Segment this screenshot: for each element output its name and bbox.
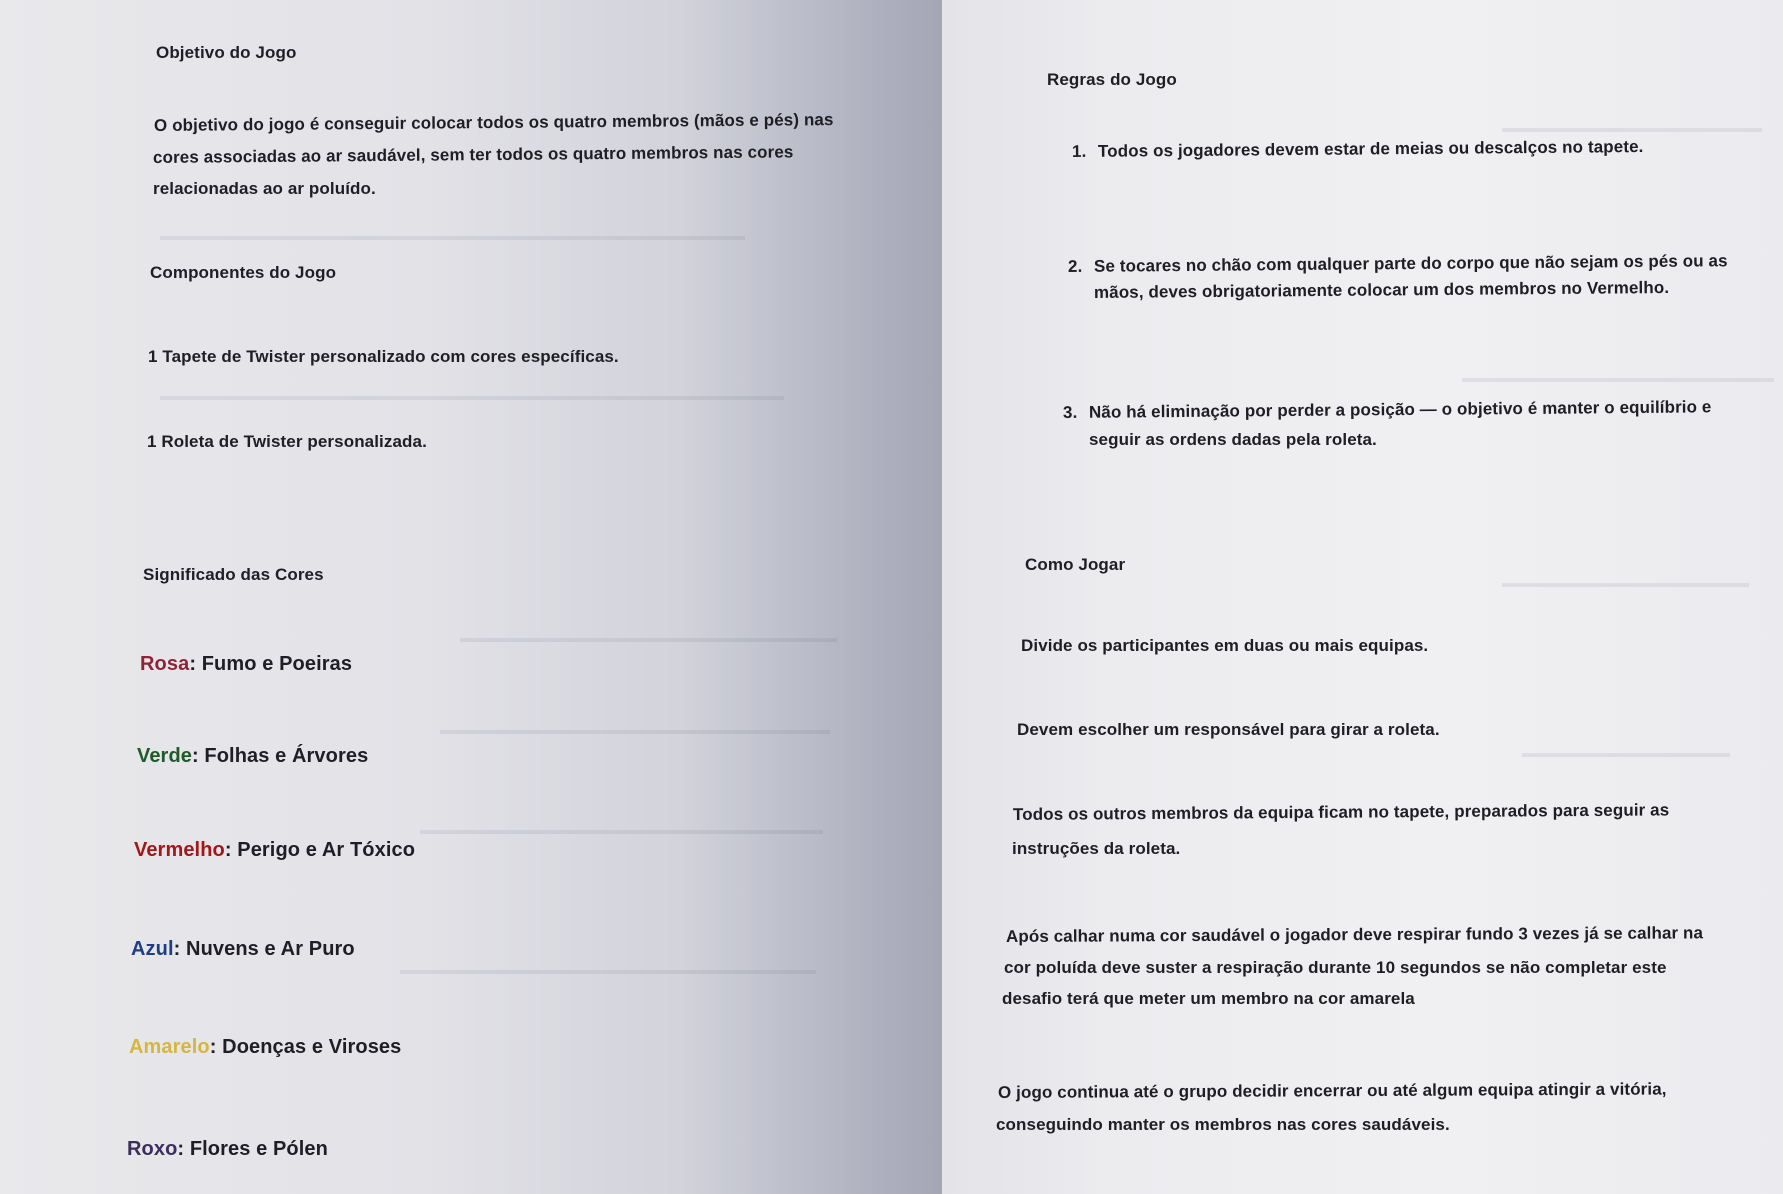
step-4-line-3: desafio terá que meter um membro na cor amarela [1002, 989, 1415, 1008]
color-name-azul: Azul [131, 938, 174, 960]
step-5-line-2: conseguindo manter os membros nas cores saudáveis. [996, 1115, 1450, 1134]
color-name-roxo: Roxo [127, 1138, 178, 1160]
step-1-line-1: Divide os participantes em duas ou mais equipas. [1021, 636, 1429, 655]
color-item-verde [137, 745, 368, 768]
componentes-heading: Componentes do Jogo [150, 263, 337, 282]
rule-1 [1072, 137, 1644, 162]
color-meaning-rosa: : Fumo e Poeiras [189, 653, 353, 675]
color-meaning-azul: : Nuvens e Ar Puro [173, 938, 355, 960]
rule-number-1: 1. [1071, 141, 1087, 161]
right-page [942, 0, 1783, 1194]
color-item-azul [131, 938, 355, 961]
show-through-text: ▬▬▬▬▬▬▬▬▬▬▬▬▬▬▬▬▬▬▬▬▬▬▬▬▬▬▬▬▬▬▬ [420, 822, 823, 837]
regras-heading: Regras do Jogo [1047, 70, 1177, 89]
color-name-verde: Verde [137, 745, 192, 767]
step-2-line-1: Devem escolher um responsável para girar a roleta. [1017, 720, 1440, 739]
show-through-text: ▬▬▬▬▬▬▬▬▬▬▬▬▬▬▬▬▬▬▬▬▬▬▬▬▬▬▬▬▬▬ [440, 722, 830, 737]
color-item-rosa [140, 653, 352, 676]
objetivo-line-3: relacionadas ao ar poluído. [153, 179, 376, 198]
rule-number-3: 3. [1062, 402, 1078, 422]
rule-number-2: 2. [1067, 256, 1083, 276]
step-5-line-1: O jogo continua até o grupo decidir encerrar ou até algum equipa atingir a vitória, [997, 1079, 1667, 1102]
show-through-text: ▬▬▬▬▬▬▬▬▬▬▬▬▬▬▬▬▬▬▬▬▬▬▬▬▬▬▬▬▬▬▬▬▬▬▬▬▬▬▬▬▬▬▬▬▬ [160, 228, 745, 243]
color-name-vermelho: Vermelho [134, 839, 225, 861]
color-name-rosa: Rosa [140, 653, 190, 675]
objetivo-heading: Objetivo do Jogo [156, 43, 297, 62]
show-through-text: ▬▬▬▬▬▬▬▬▬▬▬▬▬▬▬▬▬▬▬▬▬▬▬▬▬▬▬▬▬ [460, 630, 837, 645]
show-through-text: ▬▬▬▬▬▬▬▬▬▬▬▬▬▬▬▬▬▬▬▬▬▬▬▬ [1462, 370, 1774, 385]
color-meaning-amarelo: : Doenças e Viroses [209, 1036, 402, 1058]
objetivo-line-2: cores associadas ao ar saudável, sem ter todos os quatro membros nas cores [152, 142, 794, 167]
color-meaning-roxo: : Flores e Pólen [177, 1138, 328, 1160]
rule-2-line-2: mãos, deves obrigatoriamente colocar um dos membros no Vermelho. [1093, 277, 1670, 302]
color-name-amarelo: Amarelo [129, 1036, 210, 1058]
show-through-text: ▬▬▬▬▬▬▬▬▬▬▬▬▬▬▬▬▬▬▬▬▬▬▬▬▬▬▬▬▬▬▬▬▬▬▬▬▬▬▬▬▬▬▬▬▬▬▬▬ [160, 388, 784, 403]
objetivo-line-1: O objetivo do jogo é conseguir colocar todos os quatro membros (mãos e pés) nas [153, 110, 834, 135]
componente-item-1: 1 Tapete de Twister personalizado com cores específicas. [148, 347, 619, 366]
step-3-line-1: Todos os outros membros da equipa ficam no tapete, preparados para seguir as [1012, 800, 1670, 824]
show-through-text: ▬▬▬▬▬▬▬▬▬▬▬▬▬▬▬▬▬▬▬ [1502, 575, 1749, 590]
como-jogar-heading: Como Jogar [1025, 555, 1126, 574]
rule-1-line-1: Todos os jogadores devem estar de meias ou descalços no tapete. [1097, 137, 1644, 161]
cores-heading: Significado das Cores [143, 565, 324, 584]
color-item-roxo [127, 1138, 328, 1161]
color-item-vermelho [134, 839, 415, 862]
show-through-text: ▬▬▬▬▬▬▬▬▬▬▬▬▬▬▬▬▬▬▬▬ [1502, 120, 1762, 135]
show-through-text: ▬▬▬▬▬▬▬▬▬▬▬▬▬▬▬▬▬▬▬▬▬▬▬▬▬▬▬▬▬▬▬▬ [400, 962, 816, 977]
step-4-line-2: cor poluída deve suster a respiração durante 10 segundos se não completar este [1004, 958, 1667, 977]
show-through-text: ▬▬▬▬▬▬▬▬▬▬▬▬▬▬▬▬ [1522, 745, 1730, 760]
rule-2-line-1: Se tocares no chão com qualquer parte do corpo que não sejam os pés ou as [1093, 251, 1728, 276]
rule-3 [1063, 397, 1712, 423]
rule-3-line-1: Não há eliminação por perder a posição — o objetivo é manter o equilíbrio e [1088, 397, 1712, 422]
color-meaning-vermelho: : Perigo e Ar Tóxico [224, 839, 416, 861]
componente-item-2: 1 Roleta de Twister personalizada. [147, 432, 427, 451]
color-item-amarelo [129, 1036, 401, 1059]
rule-2 [1068, 251, 1728, 277]
step-3-line-2: instruções da roleta. [1012, 839, 1181, 858]
step-4-line-1: Após calhar numa cor saudável o jogador deve respirar fundo 3 vezes já se calhar na [1005, 923, 1704, 946]
rule-3-line-2: seguir as ordens dadas pela roleta. [1089, 430, 1377, 449]
color-meaning-verde: : Folhas e Árvores [191, 745, 369, 767]
